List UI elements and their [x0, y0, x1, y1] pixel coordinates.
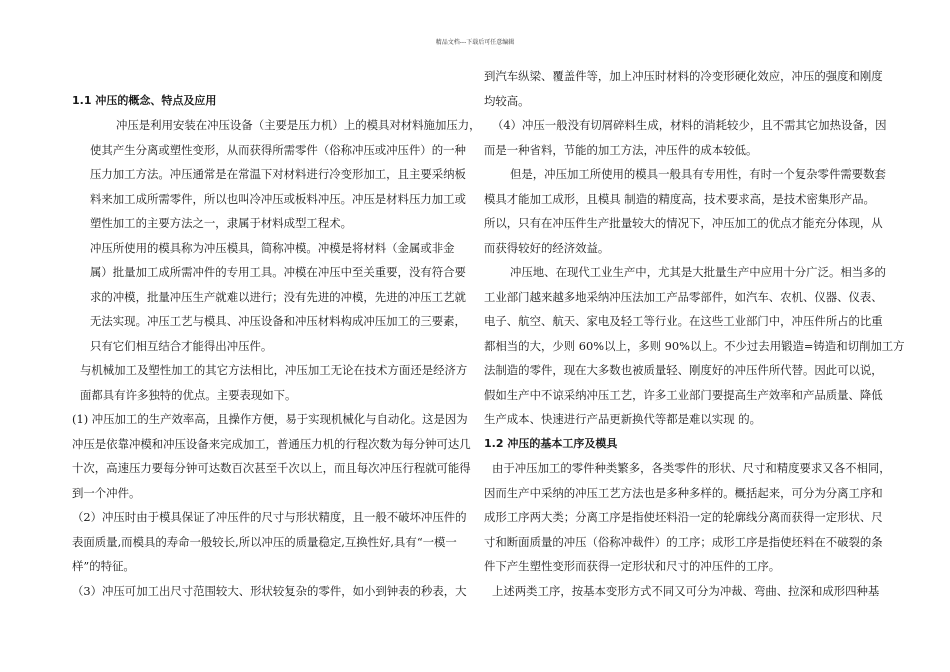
- paragraph-line: 塑性加工的主要方法之一，隶属于材料成型工程术。: [90, 216, 352, 230]
- section-heading: 1.2 冲压的基本工序及模具: [484, 436, 618, 450]
- paragraph-line: 无法实现。冲压工艺与模具、冲压设备和冲压材料构成冲压加工的三要素，: [90, 314, 466, 328]
- paragraph-line: 使其产生分离或塑性变形，从而获得所需零件（俗称冲压或冲压件）的一种: [90, 142, 466, 157]
- paragraph-line: 与机械加工及塑性加工的其它方法相比，冲压加工无论在技术方面还是经济方: [80, 363, 468, 377]
- paragraph-line: 而是一种省料，节能的加工方法，冲压件的成本较低。: [484, 142, 758, 157]
- left-column: [72, 64, 481, 603]
- paragraph-line: 十次，高速压力要每分钟可达数百次甚至千次以上，而且每次冲压行程就可能得: [72, 461, 471, 475]
- page-header: 精品文档---下载后可任意编辑: [435, 39, 515, 46]
- paragraph-line: 成形工序两大类；分离工序是指使坯料沿一定的轮廓线分离而获得一定形状、尺: [484, 510, 883, 524]
- paragraph-line: 寸和断面质量的冲压（俗称冲裁件）的工序；成形工序是指使坯料在不破裂的条: [484, 534, 883, 549]
- paragraph-line: 件下产生塑性变形而获得一定形状和尺寸的冲压件的工序。: [484, 559, 781, 573]
- paragraph-line: 假如生产中不谅采纳冲压工艺，许多工业部门要提高生产效率和产品质量、降低: [484, 387, 883, 402]
- paragraph-line: 冲压是依靠冲模和冲压设备来完成加工，普通压力机的行程次数为每分钟可达几: [72, 436, 471, 451]
- paragraph-line: 表面质量,而模具的寿命一般较长,所以冲压的质量稳定,互换性好,具有“一模一: [72, 534, 457, 549]
- paragraph-line: 到汽车纵梁、覆盖件等，加上冲压时材料的冷变形硬化效应，冲压的强度和刚度: [484, 69, 883, 83]
- paragraph-line: 到一个冲件。: [72, 485, 141, 500]
- paragraph-line: (1) 冲压加工的生产效率高，且操作方便，易于实现机械化与自动化。这是因为: [72, 412, 468, 426]
- section-heading: 1.1 冲压的概念、特点及应用: [72, 93, 217, 107]
- paragraph-line: 因而生产中采纳的冲压工艺方法也是多种多样的。概括起来，可分为分离工序和: [484, 485, 883, 500]
- paragraph-line: 料来加工成所需零件，所以也叫冷冲压或板料冲压。冲压是材料压力加工或: [90, 191, 466, 206]
- paragraph-line: 冲压是利用安装在冲压设备（主要是压力机）上的模具对材料施加压力，: [116, 118, 481, 132]
- paragraph-line: 求的冲模，批量冲压生产就难以进行；没有先进的冲模，先进的冲压工艺就: [90, 289, 466, 304]
- paragraph-line: 但是，冲压加工所使用的模具一般具有专用性，有时一个复杂零件需要数套: [510, 167, 886, 181]
- paragraph-line: 而获得较好的经济效益。: [484, 240, 610, 255]
- paragraph-line: [72, 64, 464, 89]
- paragraph-line: 均较高。: [484, 93, 530, 108]
- paragraph-line: （4）冲压一般没有切屑碎料生成，材料的消耗较少，且不需其它加热设备，因: [492, 118, 887, 132]
- paragraph-line: 工业部门越来越多地采纳冲压法加工产品零部件，如汽车、农机、仪器、仪表、: [484, 289, 883, 304]
- paragraph-line: 所以，只有在冲压件生产批量较大的情况下，冲压加工的优点才能充分体现，从: [484, 216, 883, 230]
- paragraph-line: 由于冲压加工的零件种类繁多，各类零件的形状、尺寸和精度要求又各不相同，: [492, 461, 891, 475]
- paragraph-line: 属）批量加工成所需冲件的专用工具。冲模在冲压中至关重要，没有符合要: [90, 265, 466, 279]
- paragraph-line: 上述两类工序，按基本变形方式不同又可分为冲裁、弯曲、拉深和成形四种基: [492, 583, 880, 598]
- paragraph-line: 法制造的零件，现在大多数也被质量轻、刚度好的冲压件所代替。因此可以说，: [484, 363, 883, 377]
- paragraph-line: 压力加工方法。冲压通常是在常温下对材料进行冷变形加工，且主要采纳板: [90, 167, 466, 181]
- paragraph-line: 都相当的大，少则 60%以上，多则 90%以上。不少过去用锻造=铸造和切削加工方: [484, 338, 905, 353]
- paragraph-line: 电子、航空、航天、家电及轻工等行业。在这些工业部门中，冲压件所占的比重: [484, 314, 883, 328]
- paragraph-line: （3）冲压可加工出尺寸范围较大、形状较复杂的零件，如小到钟表的秒表，大: [72, 583, 467, 598]
- paragraph-line: 样”的特征。: [72, 559, 135, 573]
- paragraph-line: 冲压地、在现代工业生产中，尤其是大批量生产中应用十分广泛。相当多的: [510, 265, 886, 279]
- paragraph-line: （2）冲压时由于模具保证了冲压件的尺寸与形状精度，且一般不破坏冲压件的: [72, 510, 467, 524]
- paragraph-line: 面都具有许多独特的优点。主要表现如下。: [80, 387, 297, 402]
- paragraph-line: 冲压所使用的模具称为冲压模具，简称冲模。冲模是将材料（金属或非金: [90, 240, 455, 255]
- paragraph-line: 只有它们相互结合才能得出冲压件。: [90, 338, 273, 353]
- paragraph-line: 生产成本、快速进行产品更新换代等都是难以实现 的。: [484, 412, 761, 426]
- right-column: [484, 64, 905, 603]
- paragraph-line: 模具才能加工成形，且模具 制造的精度高，技术要求高，是技术密集形产品。: [484, 191, 875, 206]
